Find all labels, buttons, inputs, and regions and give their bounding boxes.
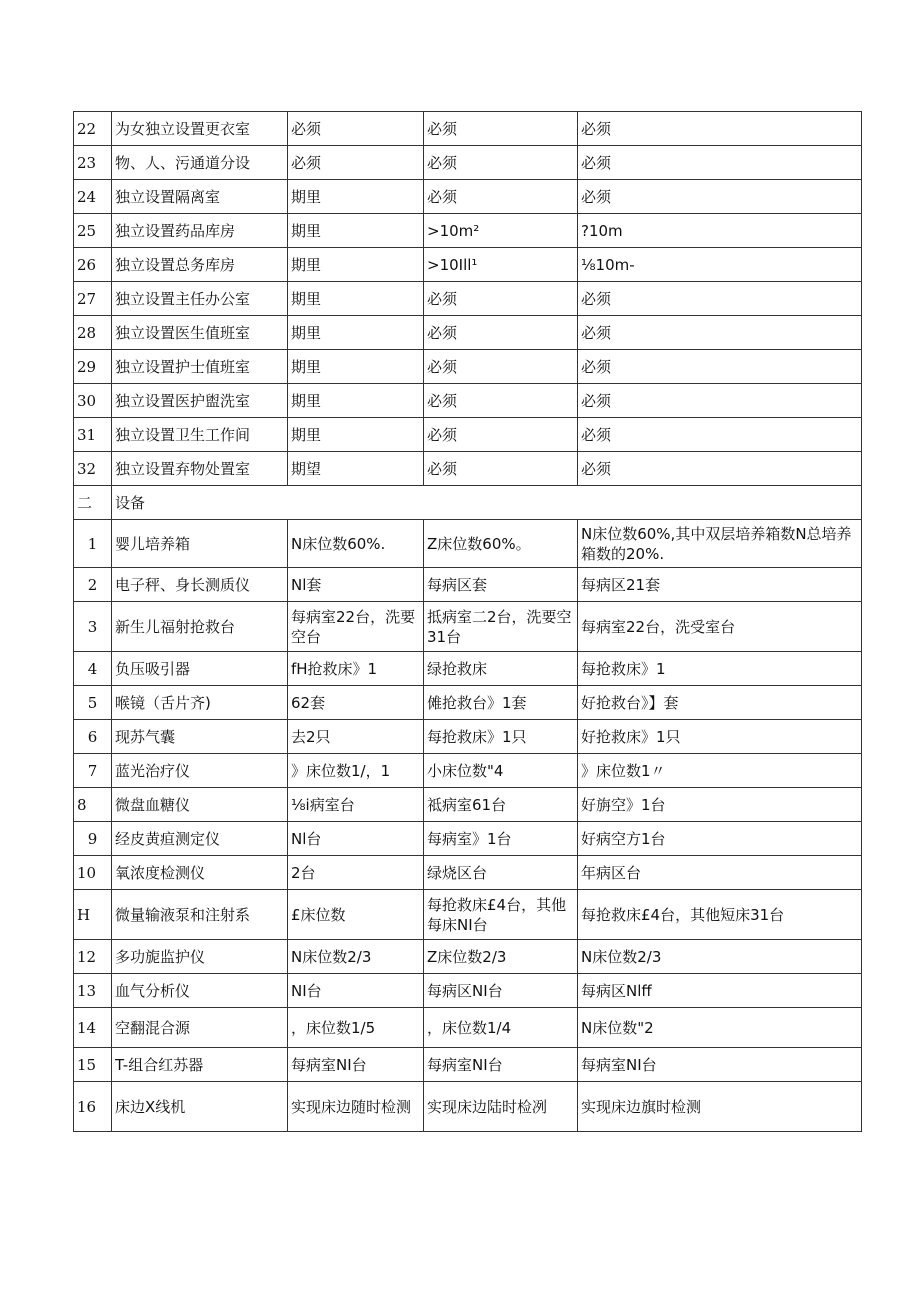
item-name: 经皮黄疸测定仪 <box>112 822 288 856</box>
level-1-requirement: 2台 <box>288 856 424 890</box>
item-name: 独立设置药品库房 <box>112 214 288 248</box>
table-row <box>74 1048 862 1082</box>
level-2-requirement: 绿烧区台 <box>424 856 578 890</box>
level-1-requirement: 期里 <box>288 282 424 316</box>
item-name: 独立设置主任办公室 <box>112 282 288 316</box>
level-2-requirement: 抵病室二2台，洗要空31台 <box>424 602 578 652</box>
table-row <box>74 316 862 350</box>
table-row <box>74 822 862 856</box>
row-number: 23 <box>74 146 112 180</box>
item-name: 独立设置总务库房 <box>112 248 288 282</box>
table-row <box>74 282 862 316</box>
item-name: 婴儿培养箱 <box>112 520 288 568</box>
row-number: 1 <box>74 520 112 568</box>
level-1-requirement: 必须 <box>288 112 424 146</box>
table-row <box>74 350 862 384</box>
row-number: 8 <box>74 788 112 822</box>
level-3-requirement: 好抢救床》1只 <box>578 720 862 754</box>
item-name: 新生儿福射抢救台 <box>112 602 288 652</box>
item-name: 物、人、污通道分设 <box>112 146 288 180</box>
level-3-requirement: 好病空方1台 <box>578 822 862 856</box>
level-3-requirement: 必须 <box>578 112 862 146</box>
level-1-requirement: 必须 <box>288 146 424 180</box>
level-3-requirement: ⅛10m- <box>578 248 862 282</box>
level-1-requirement: 期里 <box>288 248 424 282</box>
section-title: 设备 <box>112 486 862 520</box>
table-row <box>74 940 862 974</box>
level-1-requirement: 每病室NI台 <box>288 1048 424 1082</box>
item-name: 为女独立设置更衣室 <box>112 112 288 146</box>
table-row <box>74 180 862 214</box>
level-1-requirement: Nl套 <box>288 568 424 602</box>
level-1-requirement: 期望 <box>288 452 424 486</box>
level-3-requirement: 每抢救床£4台，其他短床31台 <box>578 890 862 940</box>
level-2-requirement: 傩抢救台》1套 <box>424 686 578 720</box>
level-2-requirement: 每抢救床》1只 <box>424 720 578 754</box>
row-number: 4 <box>74 652 112 686</box>
item-name: 电子秤、身长测质仪 <box>112 568 288 602</box>
item-name: 喉镜（舌片齐) <box>112 686 288 720</box>
row-number: H <box>74 890 112 940</box>
level-1-requirement: 每病室22台，洗要空台 <box>288 602 424 652</box>
level-2-requirement: >10Ill¹ <box>424 248 578 282</box>
level-2-requirement: 必须 <box>424 282 578 316</box>
row-number: 6 <box>74 720 112 754</box>
row-number: 15 <box>74 1048 112 1082</box>
row-number: 25 <box>74 214 112 248</box>
level-1-requirement: ，床位数1/5 <box>288 1008 424 1048</box>
item-name: 独立设置隔离室 <box>112 180 288 214</box>
table-row <box>74 788 862 822</box>
table-row <box>74 720 862 754</box>
section-number: 二 <box>74 486 112 520</box>
row-number: 3 <box>74 602 112 652</box>
row-number: 5 <box>74 686 112 720</box>
row-number: 32 <box>74 452 112 486</box>
level-3-requirement: 每抢救床》1 <box>578 652 862 686</box>
level-2-requirement: 必须 <box>424 316 578 350</box>
level-3-requirement: 必须 <box>578 350 862 384</box>
level-3-requirement: 每病区Nlff <box>578 974 862 1008</box>
level-2-requirement: 每病室》1台 <box>424 822 578 856</box>
level-3-requirement: 必须 <box>578 384 862 418</box>
level-3-requirement: 必须 <box>578 316 862 350</box>
level-2-requirement: 每病室NI台 <box>424 1048 578 1082</box>
level-1-requirement: ⅛i病室台 <box>288 788 424 822</box>
row-number: 16 <box>74 1082 112 1132</box>
level-3-requirement: 每病区21套 <box>578 568 862 602</box>
level-1-requirement: 62套 <box>288 686 424 720</box>
level-3-requirement: 好旃空》1台 <box>578 788 862 822</box>
item-name: 氧浓度检测仪 <box>112 856 288 890</box>
table-row <box>74 890 862 940</box>
table-row <box>74 418 862 452</box>
row-number: 10 <box>74 856 112 890</box>
level-2-requirement: 必须 <box>424 418 578 452</box>
table-row <box>74 856 862 890</box>
table-row <box>74 520 862 568</box>
table-row <box>74 568 862 602</box>
level-2-requirement: 必须 <box>424 180 578 214</box>
item-name: 独立设置卫生工作间 <box>112 418 288 452</box>
level-3-requirement: 好抢救台》】套 <box>578 686 862 720</box>
level-2-requirement: 每抢救床£4台，其他每床NI台 <box>424 890 578 940</box>
level-3-requirement: ?10m <box>578 214 862 248</box>
row-number: 28 <box>74 316 112 350</box>
row-number: 13 <box>74 974 112 1008</box>
level-1-requirement: 期里 <box>288 180 424 214</box>
table-row <box>74 112 862 146</box>
level-1-requirement: N床位数60%. <box>288 520 424 568</box>
level-1-requirement: 期里 <box>288 214 424 248</box>
row-number: 9 <box>74 822 112 856</box>
table-row <box>74 146 862 180</box>
level-1-requirement: 期里 <box>288 418 424 452</box>
level-2-requirement: 必须 <box>424 452 578 486</box>
row-number: 31 <box>74 418 112 452</box>
level-1-requirement: fH抢救床》1 <box>288 652 424 686</box>
section-heading-row <box>74 486 862 520</box>
level-2-requirement: Z床位数2/3 <box>424 940 578 974</box>
level-2-requirement: ，床位数1/4 <box>424 1008 578 1048</box>
row-number: 30 <box>74 384 112 418</box>
item-name: 血气分析仪 <box>112 974 288 1008</box>
level-2-requirement: 绿抢救床 <box>424 652 578 686</box>
level-2-requirement: >10m² <box>424 214 578 248</box>
level-1-requirement: £床位数 <box>288 890 424 940</box>
level-2-requirement: 必须 <box>424 112 578 146</box>
level-1-requirement: NI台 <box>288 974 424 1008</box>
table-row <box>74 974 862 1008</box>
equipment-standards-table <box>73 111 862 1132</box>
item-name: 微量输液泵和注射系 <box>112 890 288 940</box>
table-row <box>74 652 862 686</box>
level-3-requirement: 每病室NI台 <box>578 1048 862 1082</box>
row-number: 12 <box>74 940 112 974</box>
level-3-requirement: 必须 <box>578 282 862 316</box>
table-row <box>74 452 862 486</box>
item-name: 独立设置护士值班室 <box>112 350 288 384</box>
item-name: 多功旎监护仪 <box>112 940 288 974</box>
level-1-requirement: 期里 <box>288 316 424 350</box>
level-2-requirement: 每病区NI台 <box>424 974 578 1008</box>
table-row <box>74 1082 862 1132</box>
item-name: 独立设置弃物处置室 <box>112 452 288 486</box>
level-1-requirement: Nl台 <box>288 822 424 856</box>
row-number: 27 <box>74 282 112 316</box>
level-1-requirement: 》床位数1/，1 <box>288 754 424 788</box>
level-3-requirement: 年病区台 <box>578 856 862 890</box>
item-name: 床边X线机 <box>112 1082 288 1132</box>
level-3-requirement: 实现床边旗时检测 <box>578 1082 862 1132</box>
level-3-requirement: N床位数2/3 <box>578 940 862 974</box>
level-2-requirement: 祗病室61台 <box>424 788 578 822</box>
table-row <box>74 1008 862 1048</box>
row-number: 24 <box>74 180 112 214</box>
level-1-requirement: N床位数2/3 <box>288 940 424 974</box>
item-name: 蓝光治疗仪 <box>112 754 288 788</box>
row-number: 22 <box>74 112 112 146</box>
level-3-requirement: 必须 <box>578 180 862 214</box>
level-1-requirement: 期里 <box>288 384 424 418</box>
item-name: 空翻混合源 <box>112 1008 288 1048</box>
level-1-requirement: 期里 <box>288 350 424 384</box>
level-3-requirement: N床位数"2 <box>578 1008 862 1048</box>
table-row <box>74 686 862 720</box>
level-2-requirement: 必须 <box>424 146 578 180</box>
item-name: 负压吸引器 <box>112 652 288 686</box>
row-number: 26 <box>74 248 112 282</box>
level-2-requirement: 必须 <box>424 384 578 418</box>
table-row <box>74 602 862 652</box>
level-1-requirement: 实现床边随时检测 <box>288 1082 424 1132</box>
level-3-requirement: 必须 <box>578 146 862 180</box>
level-2-requirement: Z床位数60%。 <box>424 520 578 568</box>
item-name: 独立设置医生值班室 <box>112 316 288 350</box>
level-3-requirement: 》床位数1〃 <box>578 754 862 788</box>
level-3-requirement: N床位数60%,其中双层培养箱数N总培养箱数的20%. <box>578 520 862 568</box>
level-2-requirement: 必须 <box>424 350 578 384</box>
table-row <box>74 248 862 282</box>
level-3-requirement: 必须 <box>578 452 862 486</box>
item-name: 微盘血糖仪 <box>112 788 288 822</box>
level-2-requirement: 每病区套 <box>424 568 578 602</box>
table-row <box>74 754 862 788</box>
row-number: 14 <box>74 1008 112 1048</box>
level-3-requirement: 必须 <box>578 418 862 452</box>
item-name: T-组合红苏器 <box>112 1048 288 1082</box>
level-2-requirement: 实现床边陆时检冽 <box>424 1082 578 1132</box>
level-2-requirement: 小床位数"4 <box>424 754 578 788</box>
table-row <box>74 214 862 248</box>
table-row <box>74 384 862 418</box>
level-3-requirement: 每病室22台，洗受室台 <box>578 602 862 652</box>
row-number: 7 <box>74 754 112 788</box>
row-number: 29 <box>74 350 112 384</box>
item-name: 独立设置医护盥洗室 <box>112 384 288 418</box>
level-1-requirement: 去2只 <box>288 720 424 754</box>
row-number: 2 <box>74 568 112 602</box>
item-name: 现苏气囊 <box>112 720 288 754</box>
